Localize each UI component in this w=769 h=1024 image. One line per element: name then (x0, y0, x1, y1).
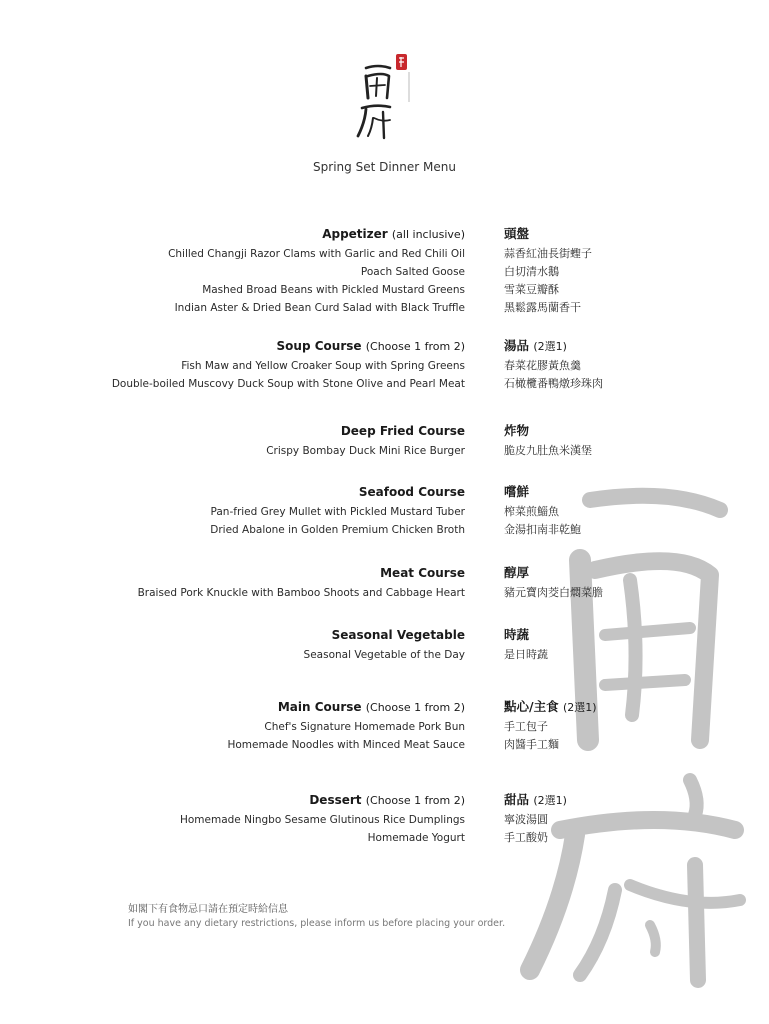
section-english-column (25, 564, 465, 602)
section-note-zh: (2選1) (533, 794, 567, 807)
section-title-en: Soup Course (276, 339, 362, 353)
section-note-en: (Choose 1 from 2) (365, 794, 465, 807)
section-chinese-column (504, 483, 704, 539)
menu-item-zh: 脆皮九肚魚米漢堡 (504, 444, 592, 457)
section-heading-en (25, 626, 465, 644)
section-title-zh: 醇厚 (504, 565, 530, 580)
dietary-notice-zh: 如閣下有食物忌口請在預定時給信息 (128, 904, 288, 915)
menu-item-en: Fish Maw and Yellow Croaker Soup with Spring Greens (181, 360, 465, 372)
section-title-en: Seasonal Vegetable (331, 628, 465, 642)
section-title-zh: 頭盤 (504, 226, 530, 241)
menu-item-zh: 是日時蔬 (504, 648, 548, 661)
section-chinese-column (504, 626, 704, 664)
section-title-zh: 甜品 (504, 792, 530, 807)
menu-item-zh: 春菜花膠黃魚羹 (504, 359, 581, 372)
dietary-notice-en: If you have any dietary restrictions, please inform us before placing your order. (128, 918, 506, 929)
menu-item-zh: 手工酸奶 (504, 831, 548, 844)
menu-item-en: Double-boiled Muscovy Duck Soup with Stone Olive and Pearl Meat (111, 378, 465, 390)
menu-item-en: Pan-fried Grey Mullet with Pickled Mustard Tuber (210, 506, 465, 518)
section-english-column (25, 791, 465, 847)
menu-item-en: Poach Salted Goose (360, 266, 465, 278)
dietary-notice (128, 903, 505, 930)
menu-item-zh: 金湯扣南非乾鮑 (504, 523, 581, 536)
menu-item-zh: 豬元寶肉茭白燜菜膽 (504, 586, 603, 599)
section-english-column (25, 483, 465, 539)
section-chinese-column (504, 422, 704, 460)
section-title-en: Meat Course (380, 566, 465, 580)
section-english-column (25, 422, 465, 460)
menu-item-zh: 白切清水鵝 (504, 265, 559, 278)
section-note-zh: (2選1) (533, 340, 567, 353)
menu-item-en: Dried Abalone in Golden Premium Chicken Broth (210, 524, 465, 536)
menu-item-en: Chef's Signature Homemade Pork Bun (264, 721, 465, 733)
menu-title: Spring Set Dinner Menu (313, 160, 456, 174)
menu-item-zh: 雪菜豆瓣酥 (504, 283, 559, 296)
section-heading-en (25, 698, 465, 716)
section-note-en: (all inclusive) (391, 228, 465, 241)
section-heading-en (25, 337, 465, 355)
section-note-en: (Choose 1 from 2) (365, 340, 465, 353)
menu-item-zh: 黑鬆露馬蘭香干 (504, 301, 581, 314)
menu-item-zh: 石橄欖番鴨燉珍珠肉 (504, 377, 603, 390)
section-heading-en (25, 564, 465, 582)
menu-item-en: Seasonal Vegetable of the Day (303, 649, 465, 661)
section-heading-en (25, 791, 465, 809)
section-note-zh: (2選1) (562, 701, 597, 714)
section-title-zh: 炸物 (504, 423, 530, 438)
section-heading-zh (504, 698, 704, 716)
section-heading-zh (504, 337, 704, 355)
section-heading-en (25, 422, 465, 440)
section-heading-zh (504, 791, 704, 809)
section-title-en: Appetizer (322, 227, 388, 241)
section-english-column (25, 337, 465, 393)
section-title-en: Seafood Course (358, 485, 465, 499)
section-chinese-column (504, 564, 704, 602)
menu-item-en: Homemade Yogurt (367, 832, 465, 844)
brand-logo (356, 52, 416, 142)
section-chinese-column (504, 698, 704, 754)
section-heading-zh (504, 564, 704, 582)
section-chinese-column (504, 337, 704, 393)
menu-item-en: Crispy Bombay Duck Mini Rice Burger (266, 445, 465, 457)
section-title-zh: 點心/主食 (504, 699, 559, 714)
section-note-en: (Choose 1 from 2) (365, 701, 465, 714)
menu-item-zh: 榨菜煎鯔魚 (504, 505, 559, 518)
menu-item-en: Braised Pork Knuckle with Bamboo Shoots and Cabbage Heart (137, 587, 465, 599)
section-heading-en (25, 225, 465, 243)
section-title-zh: 湯品 (504, 338, 530, 353)
section-heading-zh (504, 483, 704, 501)
menu-item-en: Indian Aster & Dried Bean Curd Salad with Black Truffle (174, 302, 465, 314)
section-title-zh: 時蔬 (504, 627, 530, 642)
section-title-en: Main Course (277, 700, 362, 714)
section-heading-zh (504, 626, 704, 644)
section-heading-zh (504, 225, 704, 243)
section-chinese-column (504, 225, 704, 317)
section-english-column (25, 698, 465, 754)
menu-item-en: Mashed Broad Beans with Pickled Mustard Greens (202, 284, 465, 296)
menu-item-en: Homemade Ningbo Sesame Glutinous Rice Dumplings (179, 814, 465, 826)
menu-item-zh: 肉醬手工麵 (504, 738, 559, 751)
section-english-column (25, 225, 465, 317)
section-title-zh: 嚐鮮 (504, 484, 530, 499)
section-heading-en (25, 483, 465, 501)
menu-item-zh: 寧波湯圓 (504, 813, 548, 826)
section-heading-zh (504, 422, 704, 440)
section-title-en: Deep Fried Course (340, 424, 465, 438)
menu-item-zh: 蒜香紅油長街蟶子 (504, 247, 592, 260)
menu-item-en: Chilled Changji Razor Clams with Garlic and Red Chili Oil (168, 248, 465, 260)
section-title-en: Dessert (309, 793, 362, 807)
menu-item-en: Homemade Noodles with Minced Meat Sauce (227, 739, 465, 751)
section-chinese-column (504, 791, 704, 847)
section-english-column (25, 626, 465, 664)
menu-item-zh: 手工包子 (504, 720, 548, 733)
